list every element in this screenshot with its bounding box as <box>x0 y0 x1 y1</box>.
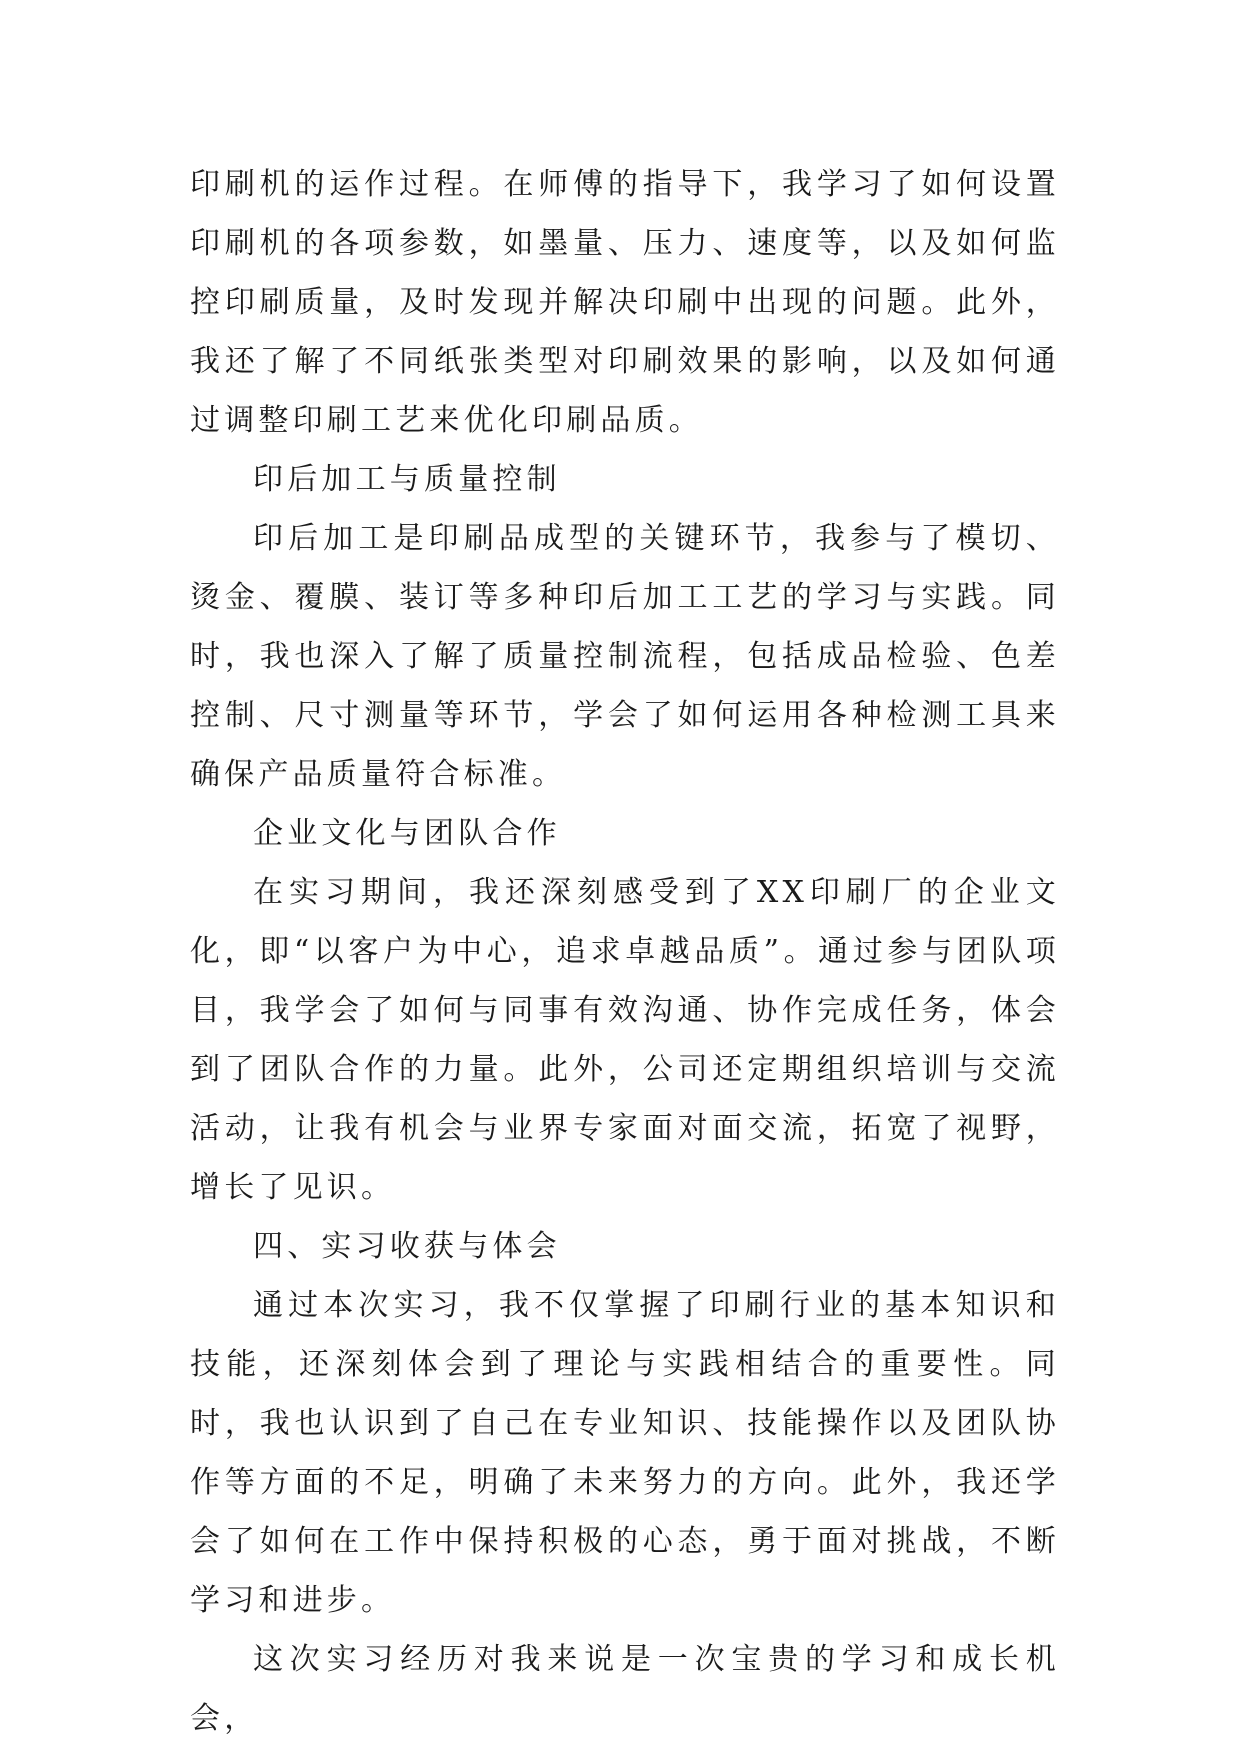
paragraph-culture: 在实习期间，我还深刻感受到了XX印刷厂的企业文化，即“以客户为中心，追求卓越品质”。通过参与团队项目，我学会了如何与同事有效沟通、协作完成任务，体会到了团队合作的力量。此外，公司还定期组织培训与交流活动，让我有机会与业界专家面对面交流，拓宽了视野，增长了见识。 <box>190 875 1060 1205</box>
section-heading-gains: 四、实习收获与体会 <box>253 1229 561 1264</box>
document-body <box>190 155 1060 1748</box>
paragraph-post-press: 印后加工是印刷品成型的关键环节，我参与了模切、烫金、覆膜、装订等多种印后加工工艺的学习与实践。同时，我也深入了解了质量控制流程，包括成品检验、色差控制、尺寸测量等环节，学会了如何运用各种检测工具来确保产品质量符合标准。 <box>190 521 1060 792</box>
paragraph-conclusion: 这次实习经历对我来说是一次宝贵的学习和成长机会， <box>190 1642 1060 1736</box>
section-heading-post-press: 印后加工与质量控制 <box>253 462 561 497</box>
paragraph-gains: 通过本次实习，我不仅掌握了印刷行业的基本知识和技能，还深刻体会到了理论与实践相结合的重要性。同时，我也认识到了自己在专业知识、技能操作以及团队协作等方面的不足，明确了未来努力的方向。此外，我还学会了如何在工作中保持积极的心态，勇于面对挑战，不断学习和进步。 <box>190 1288 1060 1618</box>
section-heading-culture: 企业文化与团队合作 <box>253 816 561 851</box>
paragraph-printing-process: 印刷机的运作过程。在师傅的指导下，我学习了如何设置印刷机的各项参数，如墨量、压力、速度等，以及如何监控印刷质量，及时发现并解决印刷中出现的问题。此外，我还了解了不同纸张类型对印刷效果的影响，以及如何通过调整印刷工艺来优化印刷品质。 <box>190 167 1060 438</box>
